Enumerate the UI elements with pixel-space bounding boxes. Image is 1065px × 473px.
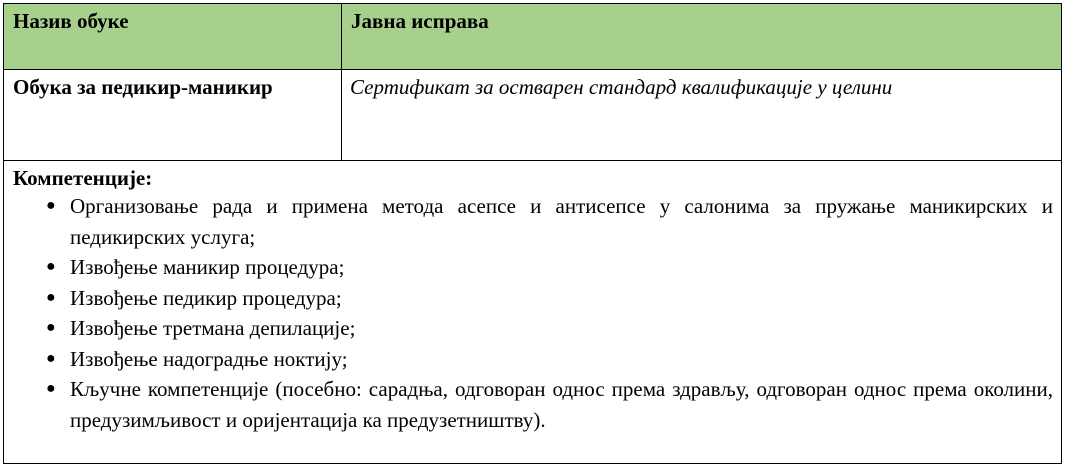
bullet-icon: ● (46, 319, 56, 336)
list-item (4, 344, 1053, 375)
header-cell-public-document (342, 4, 1062, 70)
table-header-row (4, 4, 1062, 70)
list-item (4, 252, 1053, 283)
list-item (4, 191, 1053, 252)
header-public-document-label: Јавна исправа (351, 9, 489, 33)
course-name-cell (4, 70, 342, 161)
competence-text: Организовање рада и примена метода асепсе и антисепсе у салонима за пружање маникирских и педикирских услуга; (70, 194, 1053, 249)
certificate-text: Сертификат за остварен стандард квалификације у целини (350, 75, 893, 99)
competences-cell (4, 161, 1062, 464)
competences-row (4, 161, 1062, 464)
competence-text: Кључне компетенције (посебно: сарадња, одговоран однос према здрављу, одговоран однос према околини, предузимљивост и оријентација ка предузетништву). (70, 377, 1053, 432)
bullet-icon: ● (46, 258, 56, 275)
list-item (4, 313, 1053, 344)
bullet-icon: ● (46, 349, 56, 367)
competence-text: Извођење педикир процедура; (70, 285, 342, 310)
competences-title: Компетенције: (13, 166, 153, 190)
header-cell-training-name (4, 4, 342, 70)
header-training-name-label: Назив обуке (13, 9, 129, 33)
bullet-icon: ● (46, 380, 56, 397)
training-row (4, 70, 1062, 161)
competence-text: Извођење надоградње ноктију; (70, 346, 348, 371)
bullet-icon: ● (46, 197, 56, 214)
course-name: Обука за педикир-маникир (13, 75, 273, 99)
competence-text: Извођење маникир процедура; (70, 255, 345, 279)
bullet-icon: ● (46, 288, 56, 306)
competences-list (4, 191, 1061, 435)
list-item (4, 283, 1053, 314)
list-item (4, 374, 1053, 435)
certificate-cell (342, 70, 1062, 161)
competence-text: Извођење третмана депилације; (70, 316, 356, 340)
training-table (3, 3, 1062, 464)
